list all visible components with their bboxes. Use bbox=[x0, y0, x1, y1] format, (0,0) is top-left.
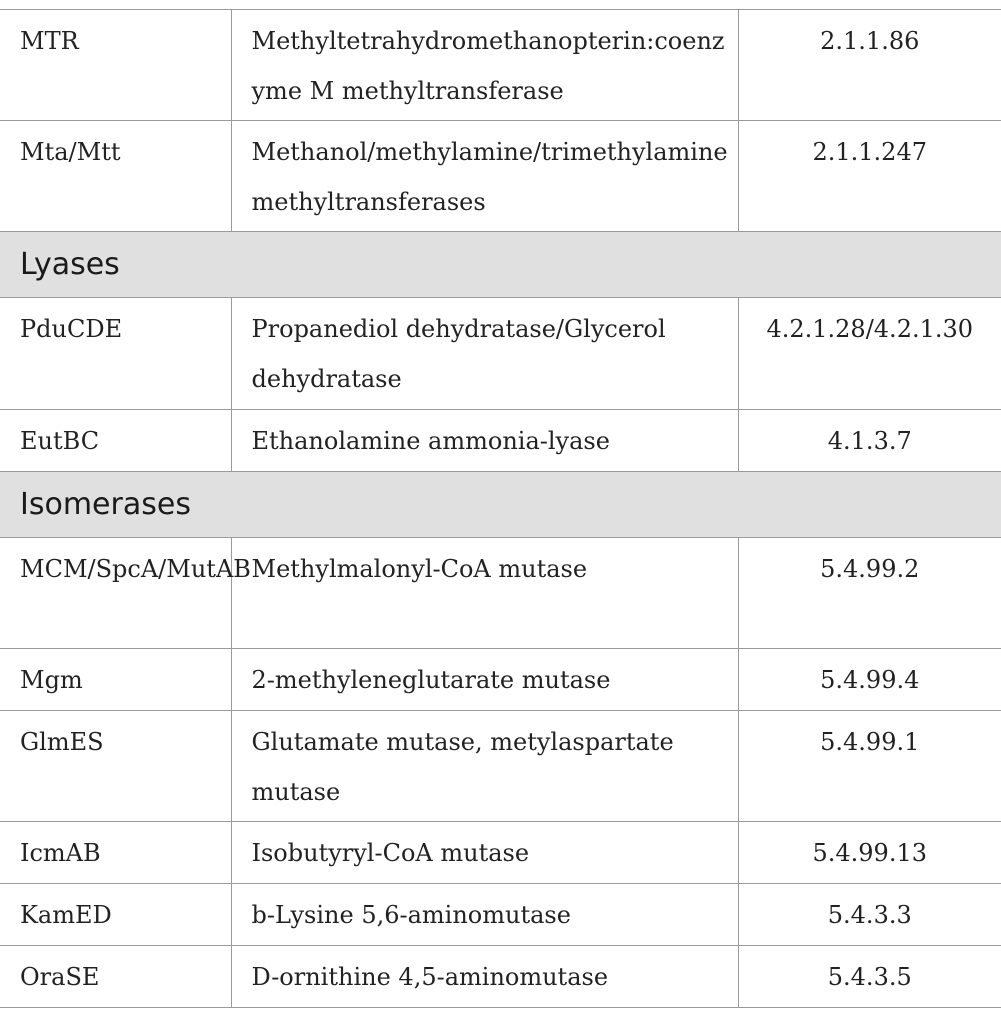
enzyme-name-cell: D-ornithine 4,5-aminomutase bbox=[231, 946, 738, 1008]
table-row bbox=[0, 884, 1001, 946]
table-row bbox=[0, 946, 1001, 1008]
ec-number-cell: 5.4.99.4 bbox=[738, 649, 1001, 711]
table-row bbox=[0, 410, 1001, 472]
enzyme-name-cell: Methylmalonyl-CoA mutase bbox=[231, 538, 738, 649]
enzyme-name-cell: Methyltetrahydromethanopterin:coenzyme M methyltransferase bbox=[231, 10, 738, 121]
table-row bbox=[0, 121, 1001, 232]
enzyme-name-cell: Glutamate mutase, metylaspartate mutase bbox=[231, 711, 738, 822]
table-row bbox=[0, 822, 1001, 884]
abbreviation-cell: EutBC bbox=[0, 410, 231, 472]
section-header-row bbox=[0, 472, 1001, 538]
ec-number-cell: 4.2.1.28/4.2.1.30 bbox=[738, 298, 1001, 410]
section-label: Lyases bbox=[0, 232, 1001, 298]
abbreviation-cell: PduCDE bbox=[0, 298, 231, 410]
ec-number-cell: 2.1.1.247 bbox=[738, 121, 1001, 232]
abbreviation-cell: KamED bbox=[0, 884, 231, 946]
enzyme-name-cell: Isobutyryl-CoA mutase bbox=[231, 822, 738, 884]
enzyme-name-cell: b-Lysine 5,6-aminomutase bbox=[231, 884, 738, 946]
table-row bbox=[0, 10, 1001, 121]
ec-number-cell: 2.1.1.86 bbox=[738, 10, 1001, 121]
table-row bbox=[0, 711, 1001, 822]
table-row bbox=[0, 298, 1001, 410]
section-label: Isomerases bbox=[0, 472, 1001, 538]
abbreviation-cell: GlmES bbox=[0, 711, 231, 822]
section-header-row bbox=[0, 232, 1001, 298]
table-row bbox=[0, 538, 1001, 649]
enzyme-table bbox=[0, 9, 1001, 1008]
enzyme-name-cell: 2-methyleneglutarate mutase bbox=[231, 649, 738, 711]
enzyme-name-cell: Ethanolamine ammonia-lyase bbox=[231, 410, 738, 472]
ec-number-cell: 5.4.99.2 bbox=[738, 538, 1001, 649]
abbreviation-cell: MTR bbox=[0, 10, 231, 121]
ec-number-cell: 5.4.99.13 bbox=[738, 822, 1001, 884]
abbreviation-cell: IcmAB bbox=[0, 822, 231, 884]
ec-number-cell: 4.1.3.7 bbox=[738, 410, 1001, 472]
abbreviation-cell: OraSE bbox=[0, 946, 231, 1008]
abbreviation-cell: Mta/Mtt bbox=[0, 121, 231, 232]
ec-number-cell: 5.4.3.5 bbox=[738, 946, 1001, 1008]
ec-number-cell: 5.4.3.3 bbox=[738, 884, 1001, 946]
abbreviation-cell: MCM/SpcA/MutAB bbox=[0, 538, 231, 649]
enzyme-name-cell: Propanediol dehydratase/Glycerol dehydratase bbox=[231, 298, 738, 410]
enzyme-name-cell: Methanol/methylamine/trimethylamine methyltransferases bbox=[231, 121, 738, 232]
abbreviation-cell: Mgm bbox=[0, 649, 231, 711]
table-row bbox=[0, 649, 1001, 711]
ec-number-cell: 5.4.99.1 bbox=[738, 711, 1001, 822]
